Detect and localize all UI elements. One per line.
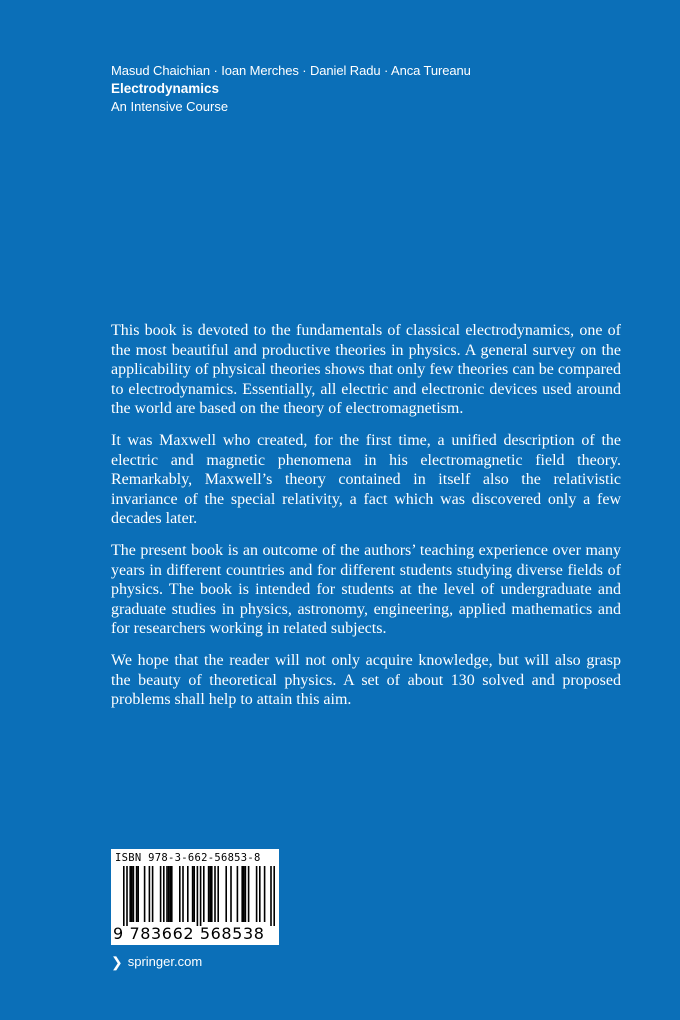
barcode-bar (171, 866, 173, 922)
barcode-bar (136, 866, 138, 922)
springer-link-text: springer.com (127, 954, 203, 969)
barcode-bar (179, 866, 181, 922)
barcode-bar (245, 866, 247, 922)
isbn-barcode (111, 849, 279, 945)
barcode-bar (256, 866, 258, 922)
barcode-bar (264, 866, 266, 922)
barcode-bar (237, 866, 239, 922)
barcode-bar (187, 866, 189, 922)
barcode-bar (192, 866, 194, 922)
book-subtitle: An Intensive Course (111, 99, 229, 114)
blurb-paragraph: It was Maxwell who created, for the first time, a unified description of the electric and magnetic phenomena in his electromagnetic field theory. Remarkably, Maxwell’s theory contained in itself also the relativistic invariance of the special relativity, a fact which was discovered only a few decades later. (111, 431, 621, 528)
blurb-text (111, 321, 621, 722)
barcode-bar (169, 866, 171, 922)
barcode-bar (241, 866, 243, 922)
barcode-bar (123, 866, 125, 926)
barcode-bars-icon (111, 866, 279, 926)
barcode-bar (152, 866, 154, 922)
barcode-bar (203, 866, 205, 922)
barcode-bar (197, 866, 199, 926)
barcode-bar (126, 866, 128, 926)
chevron-right-icon: ❯ (111, 953, 123, 970)
blurb-paragraph: This book is devoted to the fundamentals of classical electrodynamics, one of the most beautiful and productive theories in physics. A general survey on the applicability of physical theories shows that only few theories can be compared to electrodynamics. Essentially, all electric and electronic devices used around the world are based on the theory of electromagnetism. (111, 322, 621, 418)
isbn-label: ISBN 978-3-662-56853-8 (115, 852, 261, 864)
barcode-bar (160, 866, 162, 922)
blurb-paragraph: We hope that the reader will not only acquire knowledge, but will also grasp the beauty of theoretical physics. A set of about 130 solved and proposed problems shall help to attain this aim. (111, 651, 621, 709)
springer-link[interactable] (111, 954, 202, 969)
barcode-bar (166, 866, 168, 922)
barcode-bar (230, 866, 232, 922)
barcode-bar (273, 866, 275, 926)
barcode-bar (208, 866, 210, 922)
barcode-bar (131, 866, 133, 922)
barcode-bar (144, 866, 146, 922)
barcode-bar (211, 866, 213, 922)
cover-header (111, 62, 471, 116)
author-list: Masud Chaichian · Ioan Merches · Daniel Radu · Anca Tureanu (111, 63, 471, 78)
barcode-bar (168, 866, 170, 922)
barcode-bar (163, 866, 165, 922)
barcode-bar (137, 866, 139, 922)
barcode-bar (259, 866, 261, 922)
barcode-bar (209, 866, 211, 922)
barcode-bar (200, 866, 202, 926)
barcode-bar (133, 866, 135, 922)
barcode-bar (193, 866, 195, 922)
barcode-bar (217, 866, 219, 922)
barcode-bar (129, 866, 131, 922)
barcode-bar (248, 866, 250, 922)
barcode-bar (214, 866, 216, 922)
barcode-bar (225, 866, 227, 922)
barcode-bar (243, 866, 245, 922)
book-title: Electrodynamics (111, 81, 220, 96)
blurb-paragraph: The present book is an outcome of the authors’ teaching experience over many years in different countries and for different students studying diverse fields of physics. The book is intended for students at the level of undergraduate and graduate studies in physics, astronomy, engineering, applied mathematics and for researchers working in related subjects. (111, 541, 621, 638)
barcode-bar (270, 866, 272, 926)
ean-digits: 9 783662 568538 (113, 924, 265, 943)
barcode-bar (149, 866, 151, 922)
barcode-bar (182, 866, 184, 922)
